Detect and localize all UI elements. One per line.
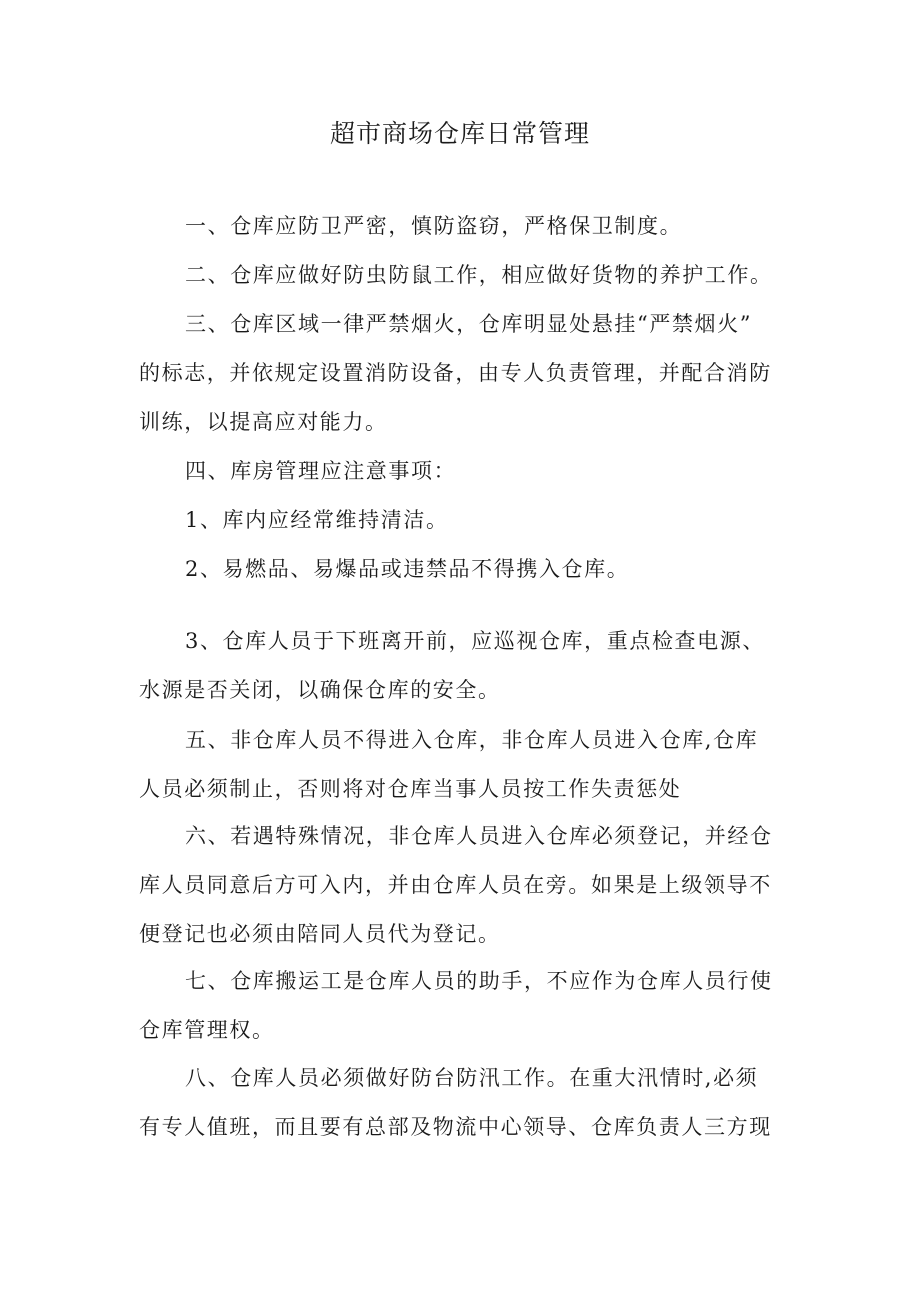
paragraph-line: 有专人值班，而且要有总部及物流中心领导、仓库负责人三方现 (139, 1115, 772, 1139)
list-item-1 (139, 496, 787, 545)
paragraph-line: 四、库房管理应注意事项： (185, 459, 457, 483)
paragraph-7 (139, 957, 787, 1055)
paragraph-line: 便登记也必须由陪同人员代为登记。 (139, 922, 501, 946)
paragraph-5 (139, 716, 787, 814)
paragraph-line: 八、仓库人员必须做好防台防汛工作。在重大汛情时,必须 (185, 1066, 759, 1090)
paragraph-line: 的标志，并依规定设置消防设备，由专人负责管理，并配合消防 (139, 361, 772, 385)
paragraph-line: 五、非仓库人员不得进入仓库，非仓库人员进入仓库,仓库 (185, 728, 759, 752)
paragraph-line: 训练，以提高应对能力。 (139, 410, 388, 434)
paragraph-line: 水源是否关闭，以确保仓库的安全。 (139, 678, 501, 702)
paragraph-3 (139, 300, 787, 447)
paragraph-line: 仓库管理权。 (139, 1018, 275, 1042)
paragraph-line: 人员必须制止，否则将对仓库当事人员按工作失责惩处 (139, 777, 682, 801)
paragraph-line: 六、若遇特殊情况，非仓库人员进入仓库必须登记，并经仓 (185, 824, 773, 848)
list-item-3 (139, 617, 787, 715)
paragraph-line: 3、仓库人员于下班离开前，应巡视仓库，重点检查电源、 (185, 629, 765, 653)
paragraph-2 (139, 251, 787, 300)
paragraph-line: 二、仓库应做好防虫防鼠工作，相应做好货物的养护工作。 (185, 263, 773, 287)
paragraph-line: 三、仓库区域一律严禁烟火，仓库明显处悬挂“严禁烟火” (185, 312, 753, 336)
paragraph-line: 2、易燃品、易爆品或违禁品不得携入仓库。 (185, 557, 630, 581)
paragraph-line: 库人员同意后方可入内，并由仓库人员在旁。如果是上级领导不 (139, 873, 772, 897)
paragraph-line: 一、仓库应防卫严密，慎防盗窃，严格保卫制度。 (185, 214, 683, 238)
list-item-2 (139, 545, 787, 594)
document-title: 超市商场仓库日常管理 (329, 119, 590, 148)
paragraph-line: 1、库内应经常维持清洁。 (185, 508, 449, 532)
paragraph-8 (139, 1054, 787, 1152)
paragraph-4 (139, 447, 787, 496)
paragraph-6 (139, 812, 787, 959)
paragraph-1 (139, 202, 787, 251)
paragraph-line: 七、仓库搬运工是仓库人员的助手，不应作为仓库人员行使 (185, 969, 773, 993)
